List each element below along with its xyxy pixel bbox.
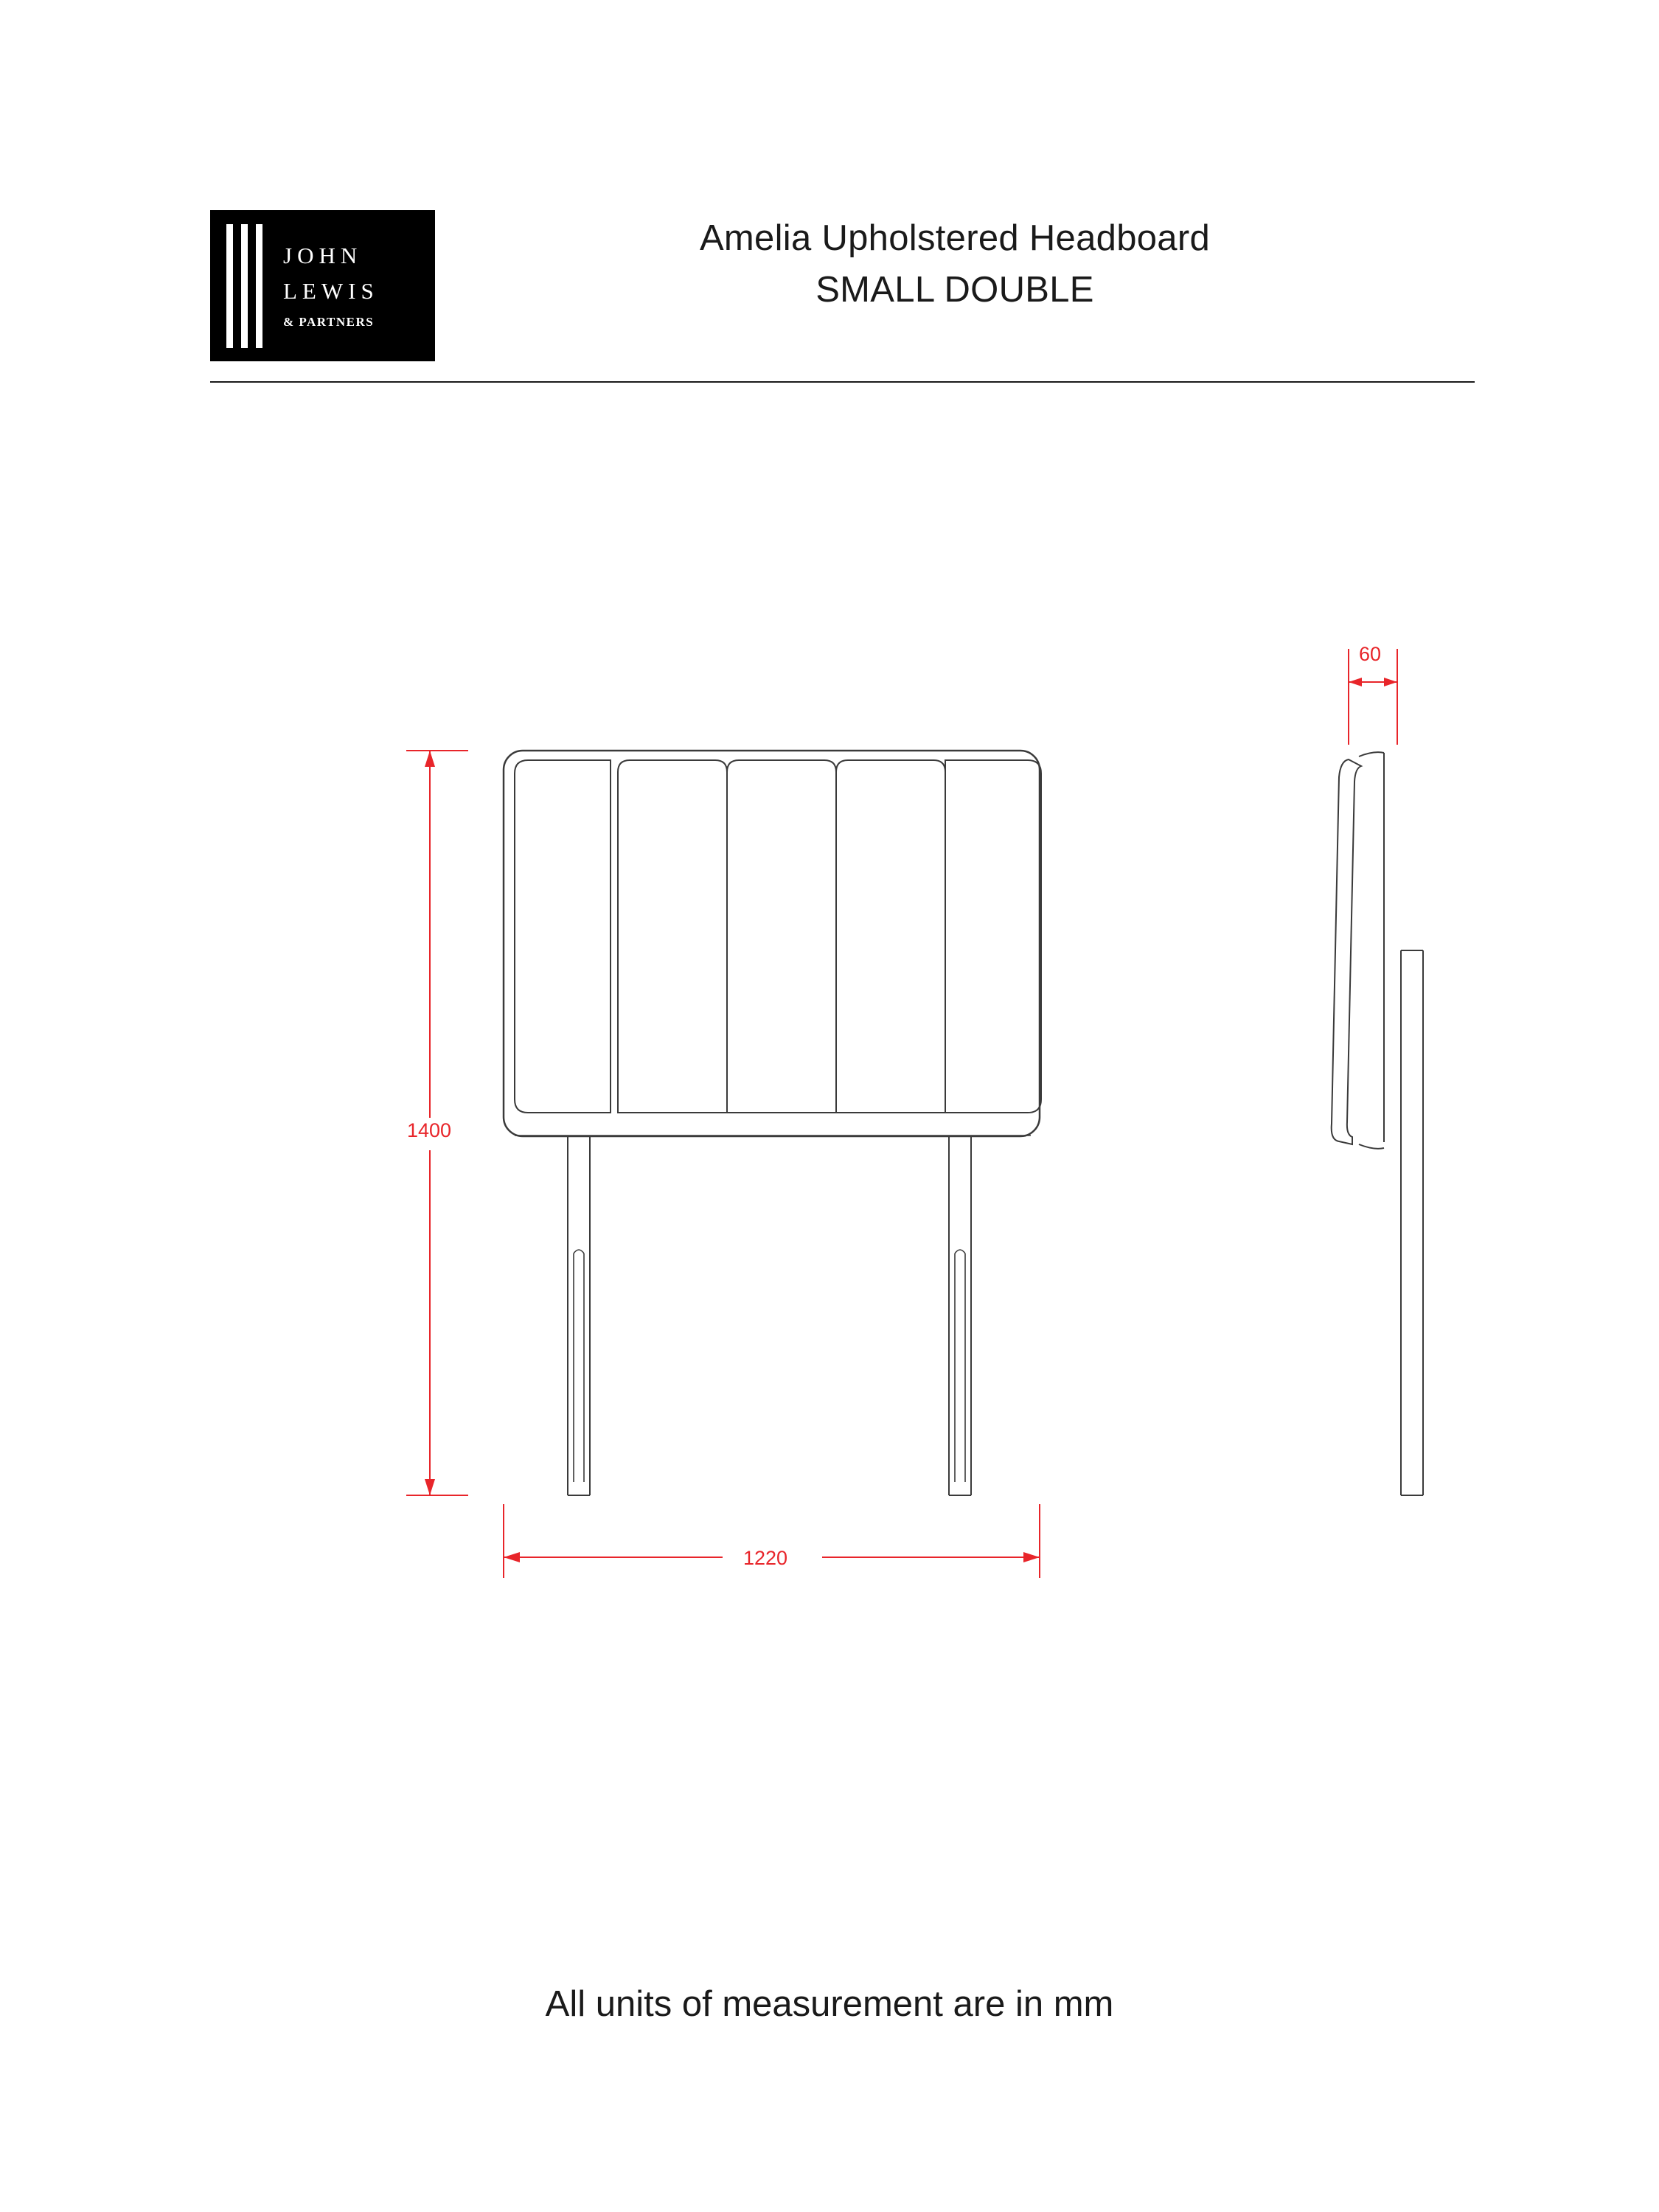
page-title: Amelia Upholstered Headboard	[699, 218, 1211, 258]
front-view	[504, 751, 1041, 1495]
depth-arrow-left	[1349, 678, 1362, 686]
depth-dimension-label: 60	[1359, 643, 1382, 665]
height-arrow-top	[425, 751, 435, 767]
header-divider	[210, 381, 1475, 383]
logo-line-john: JOHN	[283, 242, 363, 268]
logo-line-partners: & PARTNERS	[283, 314, 375, 329]
side-leg	[1401, 950, 1423, 1495]
side-top-curve	[1359, 752, 1384, 757]
height-arrow-bottom	[425, 1479, 435, 1495]
leg-left-slot-cap	[574, 1250, 584, 1253]
page-header	[210, 210, 1475, 387]
title-block	[435, 218, 1475, 310]
headboard-panels	[515, 760, 1041, 1113]
width-dimension-label: 1220	[743, 1547, 788, 1569]
logo-line-lewis: LEWIS	[283, 277, 379, 304]
panel-5	[945, 760, 1041, 1113]
units-note: All units of measurement are in mm	[545, 1984, 1114, 2024]
width-arrow-left	[504, 1552, 520, 1562]
leg-left	[568, 1136, 590, 1495]
page-subtitle: SMALL DOUBLE	[815, 270, 1094, 310]
panel-4	[836, 760, 945, 1113]
depth-arrow-right	[1384, 678, 1397, 686]
logo-bars-icon	[226, 224, 262, 348]
leg-right	[949, 1136, 971, 1495]
panel-2	[618, 760, 727, 1113]
side-bottom-curve	[1359, 1144, 1384, 1149]
headboard-outline	[504, 751, 1040, 1136]
width-arrow-right	[1023, 1552, 1040, 1562]
side-view	[1332, 752, 1423, 1495]
logo-wordmark	[283, 244, 379, 328]
side-profile-outline	[1332, 759, 1361, 1144]
leg-right-slot-cap	[955, 1250, 965, 1253]
john-lewis-logo	[210, 210, 435, 361]
panel-1	[515, 760, 611, 1113]
panel-3	[727, 760, 836, 1113]
height-dimension-label: 1400	[407, 1119, 452, 1141]
